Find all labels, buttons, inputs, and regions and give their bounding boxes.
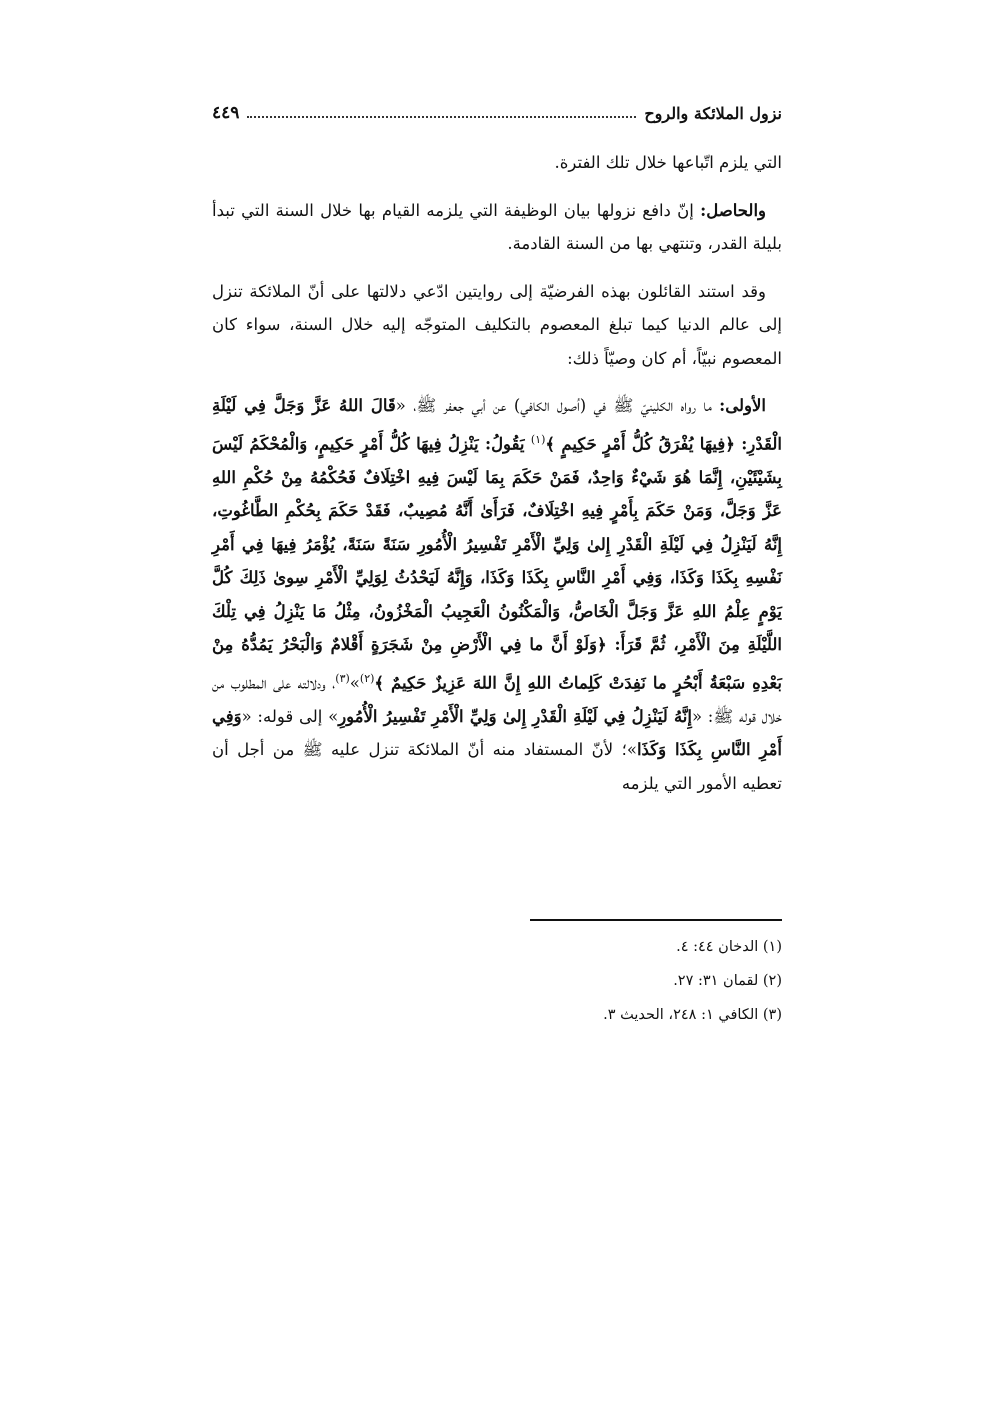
- page-number: ٤٤٩: [212, 103, 240, 123]
- paragraph-3: وقد استند القائلون بهذه الفرضيّة إلى روايتين ادّعي دلالتها على أنّ الملائكة تنزل إلى عالم الدنيا كيما تبلغ المعصوم بالتكليف المتوجّه إليه خلال السنة، سواء كان المعصوم نبيّاً، أم كان وصيّاً ذلك:: [212, 281, 782, 368]
- dotted-leader: [247, 116, 636, 118]
- footnotes: [212, 930, 782, 1032]
- footnote-separator: [530, 919, 782, 921]
- paragraph-1: التي يلزم اتّباعها خلال تلك الفترة.: [554, 153, 782, 172]
- quote-close: »: [349, 673, 360, 692]
- hadith-quote-d: وَفِي أَمْرِ النَّاسِ بِكَذَا وَكَذَا: [212, 706, 782, 759]
- hadith-quote-b: يَقُولُ: يَنْزِلُ فِيهَا كُلُّ أَمْرٍ حَكِيمٍ، وَالْمُحْكَمُ لَيْسَ بِشَيْئَيْنِ، إِنَّمَا هُوَ شَيْءٌ وَاحِدٌ، فَمَنْ حَكَمَ بِمَا لَيْسَ فِيهِ اخْتِلَافٌ فَحُكْمُهُ مِنْ حُكْمِ اللهِ عَزَّ وَجَلَّ، وَمَنْ حَكَمَ بِأَمْرٍ فِيهِ اخْتِلَافٌ، فَرَأَىٰ أَنَّهُ مُصِيبٌ، فَقَدْ حَكَمَ بِحُكْمِ الطَّاغُوتِ، إِنَّهُ لَيَنْزِلُ فِي لَيْلَةِ الْقَدْرِ إِلىٰ وَلِيِّ الْأَمْرِ تَفْسِيرُ الْأُمُورِ سَنَةً سَنَةً، يُؤْمَرُ فِيهَا فِي أَمْرِ نَفْسِهِ بِكَذَا وَكَذَا، وَفِي أَمْرِ النَّاسِ بِكَذَا وَكَذَا، وَإِنَّهُ لَيَحْدُثُ لِوَلِيِّ الْأَمْرِ سِوىٰ ذَلِكَ كُلَّ يَوْمٍ عِلْمُ اللهِ عَزَّ وَجَلَّ الْخَاصُّ، وَالْمَكْنُونُ الْعَجِيبُ الْمَخْزُونُ، مِثْلُ مَا يَنْزِلُ فِي تِلْكَ اللَّيْلَةِ مِنَ الْأَمْرِ، ثُمَّ قَرَأَ: ﴿وَلَوْ أَنَّ ما فِي الْأَرْضِ مِنْ شَجَرَةٍ أَقْلامٌ وَالْبَحْرُ يَمُدُّهُ مِنْ بَعْدِهِ سَبْعَةُ أَبْحُرٍ ما نَفِدَتْ كَلِماتُ اللهِ إِنَّ اللهَ عَزِيزٌ حَكِيمٌ ﴾: [212, 434, 782, 692]
- footnote-ref-3[interactable]: (٣): [335, 671, 350, 685]
- paragraph-4-mid: ، ودلالته على المطلوب من خلال قوله ﷺ: «: [212, 673, 782, 726]
- page-header: [212, 96, 782, 130]
- footnote-2: (٢) لقمان ٣١: ٢٧.: [673, 973, 782, 989]
- running-title: نزول الملائكة والروح: [644, 103, 782, 123]
- hadith-quote-a: قَالَ اللهُ عَزَّ وَجَلَّ فِي لَيْلَةِ الْقَدْرِ: ﴿فِيهَا يُفْرَقُ كُلُّ أَمْرٍ حَكِيمٍ ﴾: [212, 396, 782, 453]
- paragraph-4-end: »؛ لأنّ المستفاد منه أنّ الملائكة تنزل عليه ﷺ من أجل أن تعطيه الأمور التي يلزمه: [212, 740, 782, 793]
- paragraph-4-intro: ما رواه الكلينيّ ﷺ في (اُصول الكافي) عن أبي جعفر ﷺ، «: [395, 396, 720, 415]
- body-text: [212, 146, 782, 814]
- footnote-ref-2[interactable]: (٢): [359, 671, 375, 685]
- footnote-ref-1[interactable]: (١): [530, 432, 546, 446]
- footnote-1: (١) الدخان ٤٤: ٤.: [676, 939, 782, 955]
- paragraph-2: [212, 194, 782, 261]
- paragraph-4-mid2: » إلى قوله: «: [241, 706, 339, 726]
- paragraph-4-lead: الأولى:: [719, 396, 766, 415]
- paragraph-2-lead: والحاصل:: [700, 200, 766, 220]
- paragraph-2-text: إنّ دافع نزولها بيان الوظيفة التي يلزمه القيام بها خلال السنة التي تبدأ بليلة القدر، وتنتهي بها من السنة القادمة.: [212, 200, 782, 253]
- footnote-3: (٣) الكافي ١: ٢٤٨، الحديث ٣.: [603, 1007, 782, 1023]
- hadith-quote-c: إِنَّهُ لَيَنْزِلُ فِي لَيْلَةِ الْقَدْرِ إِلىٰ وَلِيِّ الْأَمْرِ تَفْسِيرُ الْأُمُورِ: [338, 706, 692, 726]
- paragraph-4: [212, 389, 782, 800]
